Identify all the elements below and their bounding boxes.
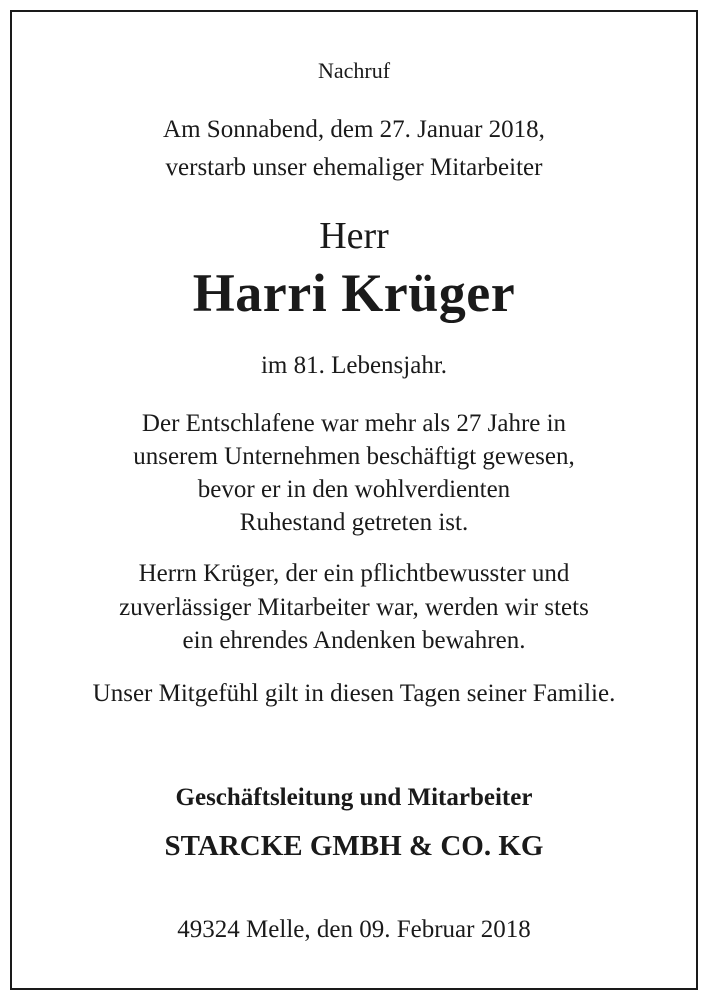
company-name: STARCKE GMBH & CO. KG — [164, 830, 544, 862]
paragraph-1-line: unserem Unternehmen beschäftigt gewesen, — [133, 443, 575, 470]
paragraph-1-line: Ruhestand getreten ist. — [239, 509, 469, 536]
salutation: Herr — [319, 215, 389, 257]
place-date: 49324 Melle, den 09. Februar 2018 — [177, 916, 531, 943]
intro-line: verstarb unser ehemaliger Mitarbeiter — [165, 154, 543, 181]
signature-line: Geschäftsleitung und Mitarbeiter — [175, 784, 533, 811]
age-line: im 81. Lebensjahr. — [260, 352, 448, 379]
paragraph-1-line: Der Entschlafene war mehr als 27 Jahre in — [141, 410, 567, 437]
deceased-name: Harri Krüger — [192, 263, 516, 323]
paragraph-1-line: bevor er in den wohlverdienten — [197, 476, 511, 503]
notice-heading: Nachruf — [317, 58, 391, 83]
condolence-line: Unser Mitgefühl gilt in diesen Tagen seiner Familie. — [92, 680, 616, 707]
paragraph-2-line: ein ehrendes Andenken bewahren. — [182, 627, 526, 654]
paragraph-2-line: zuverlässiger Mitarbeiter war, werden wir stets — [119, 594, 589, 621]
intro-line: Am Sonnabend, dem 27. Januar 2018, — [163, 116, 545, 143]
paragraph-2-line: Herrn Krüger, der ein pflichtbewusster und — [138, 560, 570, 587]
